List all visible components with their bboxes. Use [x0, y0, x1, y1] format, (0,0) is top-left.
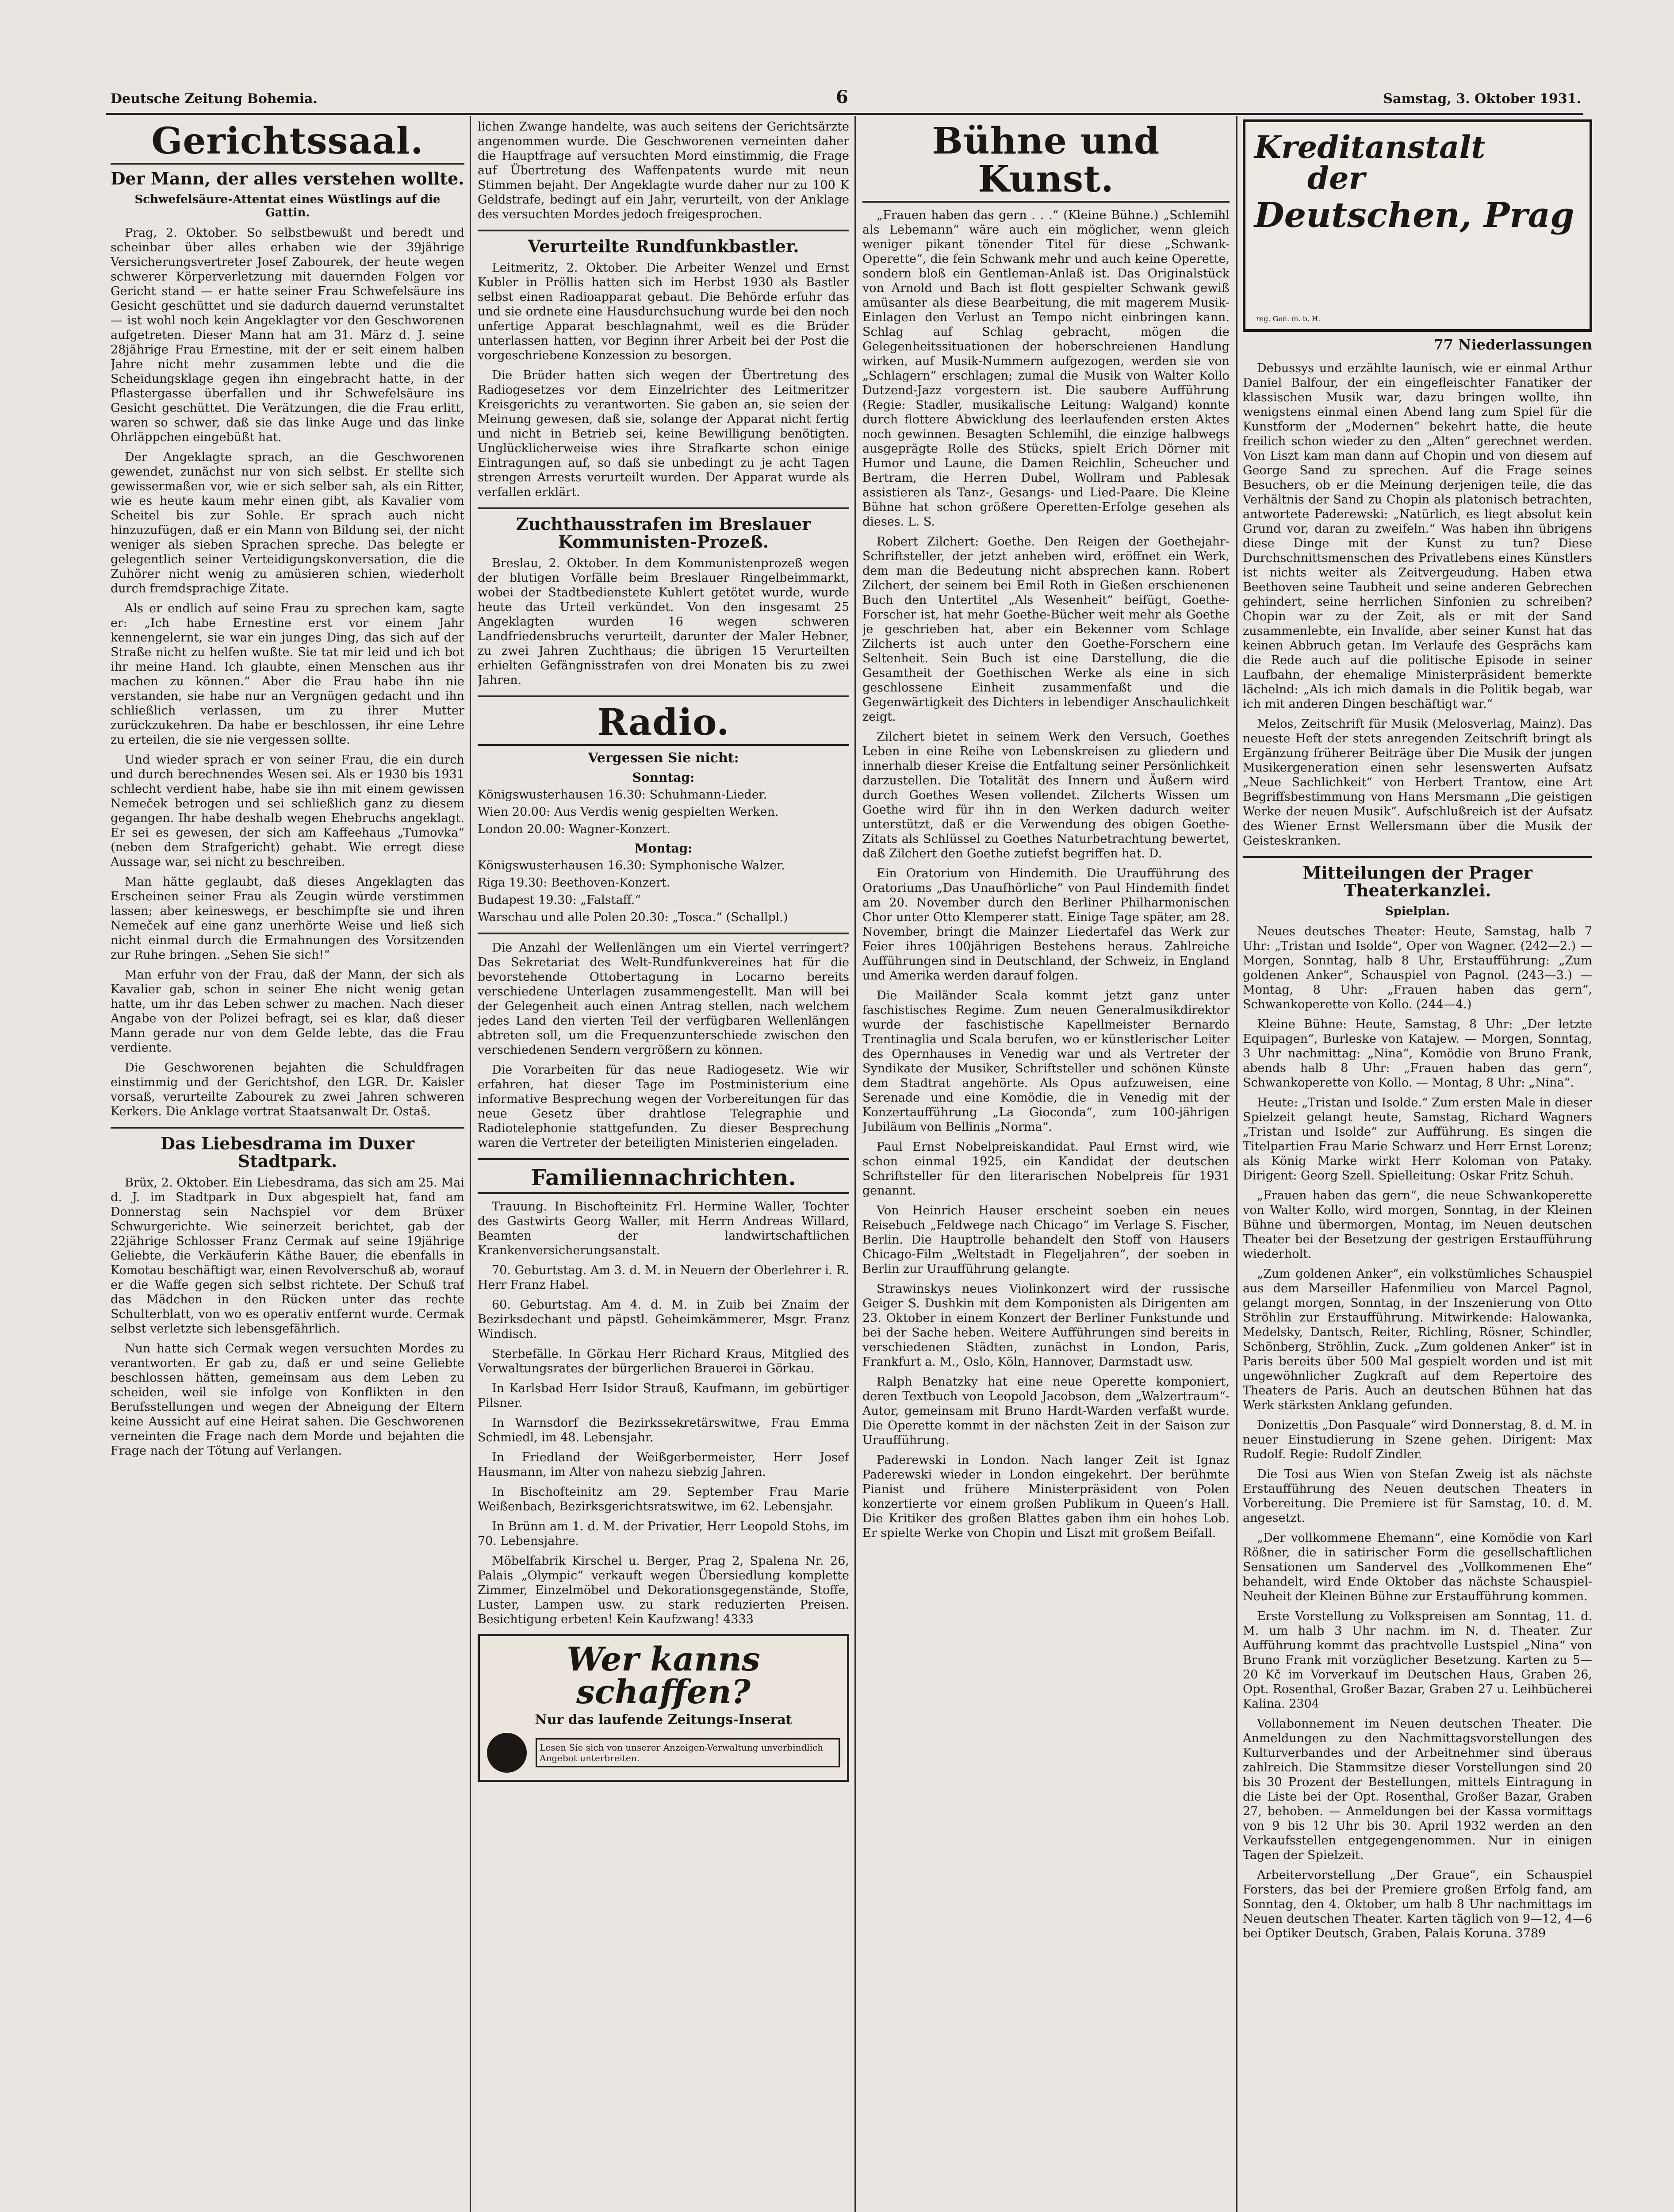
article-paragraph: 60. Geburtstag. Am 4. d. M. in Zuib bei Znaim der Bezirksdechant und päpstl. Geheimkämmerer, Msgr. Franz Windisch. — [478, 1298, 849, 1341]
article-paragraph: „Frauen haben das gern . . .“ (Kleine Bühne.) „Schlemihl als Lebemann“ wäre auch ein möglicher, wenn gleich weniger pikant tönender Titel für diese „Schwank-Operette“, die fein Schwank mehr und auch keine Operette, sondern bloß ein Gentleman-Anlaß ist. Das Originalstück von Arnold und Bach ist flott gespielter Schwank gewiß amüsanter als diese Bearbeitung, die mit magerem Musik-Einlagen den Verlust an Tempo nicht einbringen kann. Schlag auf Schlag gebracht, mögen die Gelegenheitssituationen der hoberschreienen Handlung wirken, auf Musik-Nummern aufgezogen, werden sie von „Schlagern“ erschlagen; zumal die Musik von Walter Kollo Dutzend-Jazz vorgestern ist. Die saubere Aufführung (Regie: Stadler, musikalische Leitung: Walgand) konnte durch flottere Abwicklung des leerlaufenden ersten Aktes noch gewinnen. Besagten Schlemihl, die einzige halbwegs ausgeprägte Rolle des Stücks, spielt Erich Dörner mit Humor und Laune, die Damen Reichlin, Scheucher und Bertram, die Herren Dubel, Wollram und Pablesak assistieren als Tanz-, Gesangs- und Lied-Paare. Die Kleine Bühne hat schon größere Operetten-Erfolge gesehen als dieses. L. S. — [862, 208, 1230, 529]
section-heading-buehne-und-kunst: Bühne und Kunst. — [862, 122, 1230, 203]
article-paragraph: 70. Geburtstag. Am 3. d. M. in Neuern der Oberlehrer i. R. Herr Franz Habel. — [478, 1263, 849, 1292]
article-paragraph: lichen Zwange handelte, was auch seitens der Gerichtsärzte angenommen wurde. Die Geschworenen verneinten daher die Hauptfrage auf versuchten Mord einstimmig, die Frage auf Übertretung des Waffenpatents wurde mit neun Stimmen bejaht. Der Angeklagte wurde daher nur zu 100 K Geldstrafe, bedingt auf ein Jahr, verurteilt, von der Anklage des versuchten Mordes jedoch freigesprochen. — [478, 120, 849, 221]
section-heading-familiennachrichten: Familiennachrichten. — [478, 1166, 849, 1194]
section-divider — [478, 1158, 849, 1160]
article-paragraph: Melos, Zeitschrift für Musik (Melosverlag, Mainz). Das neueste Heft der stets anregenden Zeitschrift bringt als Ergänzung früherer Beiträge über Die Musik der jungen Musikergeneration einen sehr lesenswerten Aufsatz „Neue Sachlichkeit“ von Herbert Trantow, eine Art Begriffsbestimmung von Hans Mersmann „Die geistigen Werke der neuen Musik“. Aufschlußreich ist der Aufsatz des Wiener Ernst Wellersmann über die Musik der Geisteskranken. — [1243, 717, 1592, 848]
article-paragraph: Erste Vorstellung zu Volkspreisen am Sonntag, 11. d. M. um halb 3 Uhr nachm. im N. d. Theater. Zur Aufführung kommt das prachtvolle Lustspiel „Nina“ von Bruno Frank mit vorzüglicher Besetzung. Karten zu 5—20 Kč im Vorverkauf im Deutschen Haus, Graben 26, Opt. Rosenthal, Großer Bazar, Graben 27 u. Leihbücherei Kalina. 2304 — [1243, 1609, 1592, 1711]
radio-listing: Warschau und alle Polen 20.30: „Tosca.“ (Schallpl.) — [478, 910, 788, 925]
running-head — [111, 87, 1581, 113]
article-paragraph: Die Brüder hatten sich wegen der Übertretung des Radiogesetzes vor dem Einzelrichter des Leitmeritzer Kreisgerichts zu verantworten. Sie gaben an, sie seien der Meinung gewesen, daß sie, solange der Apparat nicht fertig und nicht in Betrieb sei, keine Bewilligung benötigten. Unglücklicherweise wies ihre Strafkarte schon einige Eintragungen auf, so daß sie unbedingt zu je acht Tagen strengen Arrests verurteilt wurden. Der Apparat wurde als verfallen erklärt. — [478, 368, 849, 499]
ad-small-text: Lesen Sie sich von unserer Anzeigen-Verwaltung unverbindlich Angebot unterbreiten. — [536, 1738, 840, 1767]
article-subtitle: Schwefelsäure-Attentat eines Wüstlings auf die Gattin. — [134, 192, 441, 219]
article-paragraph: In Warnsdorf die Bezirkssekretärswitwe, Frau Emma Schmiedl, im 48. Lebensjahr. — [478, 1416, 849, 1444]
article-paragraph: Sterbefälle. In Görkau Herr Richard Kraus, Mitglied des Verwaltungsrates der bürgerlichen Brauerei in Görkau. — [478, 1347, 849, 1375]
column-4 — [1243, 119, 1592, 2212]
article-paragraph: Man erfuhr von der Frau, daß der Mann, der sich als Kavalier gab, schon in seiner Ehe nicht wenig getan hatte, um ihr das Leben schwer zu machen. Nach dieser Angabe von der Polizei befragt, sei es klar, daß dieser Mann gerade nur von dem Gelde lebte, das die Frau verdiente. — [111, 968, 464, 1055]
article-title: Der Mann, der alles verstehen wollte. — [111, 169, 464, 189]
article-paragraph: „Der vollkommene Ehemann“, eine Komödie von Karl Rößner, die in satirischer Form die gesellschaftlichen Sensationen um Sandervel des „Vollkommenen Ehe“ behandelt, wird Ende Oktober das nächste Schauspiel-Neuheit der Kleinen Bühne zur Erstaufführung kommen. — [1243, 1531, 1592, 1603]
running-head-paper-name: Deutsche Zeitung Bohemia. — [111, 91, 318, 107]
section-divider — [478, 507, 849, 509]
article-paragraph: Neues deutsches Theater: Heute, Samstag, halb 7 Uhr: „Tristan und Isolde“, Oper von Wagner. (242—2.) — Morgen, Sonntag, halb 8 Uhr, Erstaufführung: „Zum goldenen Anker“, Schauspiel von Pagnol. (243—3.) — Montag, 8 Uhr: „Frauen haben das gern“, Schwankoperette von Kollo. (244—4.) — [1243, 924, 1592, 1011]
running-head-date: Samstag, 3. Oktober 1931. — [1383, 91, 1581, 107]
radio-subheading: Vergessen Sie nicht: — [588, 750, 739, 766]
section-divider — [478, 933, 849, 934]
article-paragraph: Ralph Benatzky hat eine neue Operette komponiert, deren Textbuch von Leopold Jacobson, dem „Walzertraum“-Autor, gemeinsam mit Bruno Hardt-Warden verfaßt wurde. Die Operette kommt in der nächsten Zeit in der Saison zur Uraufführung. — [862, 1375, 1230, 1448]
radio-listing: Wien 20.00: Aus Verdis wenig gespielten Werken. — [478, 805, 779, 819]
article-paragraph: Debussys und erzählte launisch, wie er einmal Arthur Daniel Balfour, der ein eingefleischter Fanatiker der klassischen Musik war, dazu bringen wollte, ihn wenigstens einmal einen Abend lang zum Spiel für die Kunstform der „Modernen“ bekehrt hatte, die heute freilich schon wieder zu den „Alten“ gerechnet werden. Von Liszt kam man dann auf Chopin und von diesem auf George Sand zu sprechen. Auf die Frage seines Besuchers, ob er die Meinung derjenigen teile, die das Verhältnis der Sand zu Chopin als platonisch betrachten, antwortete Paderewski: „Natürlich, es liegt absolut kein Grund vor, daran zu zweifeln.“ Was haben ihn übrigens diese Dinge mit der Kunst zu tun? Diese Durchschnittsmenschen des Privatlebens eines Künstlers ist nichts weiter als Zeitvergeudung. Haben etwa Beethoven seine Taubheit und seine anderen Gebrechen gehindert, seine herrlichen Sinfonien zu schreiben? Chopin war zu der Zeit, als er mit der Sand zusammenlebte, ein Invalide, aber seiner Kunst hat das keinen Abbruch getan. Im Verlaufe des Gesprächs kam die Rede auch auf die politische Episode in seiner Laufbahn, der ehemalige Ministerpräsident bemerkte lächelnd: „Als ich mich damals in die Politik begab, war ich mit anderen Dingen beschäftigt war.“ — [1243, 361, 1592, 711]
article-paragraph: Die Tosi aus Wien von Stefan Zweig ist als nächste Erstaufführung des Neuen deutschen Theaters in Vorbereitung. Die Premiere ist für Samstag, 10. d. M. angesetzt. — [1243, 1467, 1592, 1525]
article-paragraph: Die Mailänder Scala kommt jetzt ganz unter faschistisches Regime. Zum neuen Generalmusikdirektor wurde der faschistische Kapellmeister Bernardo Trentinaglia und Scala berufen, wo er künstlerischer Leiter des Opernhauses in Venedig war und als Vertreter der Syndikate der Musiker, Schriftsteller und schönen Künste dem Stadtrat angehörte. Als Opus aufzuweisen, eine Serenade und eine Komödie, die in Venedig mit der Konzertaufführung „La Gioconda“, zum 100-jährigen Jubiläum von Bellinis „Norma“. — [862, 989, 1230, 1134]
article-paragraph: Die Geschworenen bejahten die Schuldfragen einstimmig und der Gerichtshof, den LGR. Dr. Kaisler vorsaß, verurteilte Zabourek zu zwei Jahren schweren Kerkers. Die Anklage vertrat Staatsanwalt Dr. Ostaš. — [111, 1060, 464, 1118]
section-divider — [1243, 856, 1592, 858]
kredit-legal-form: reg. Gen. m. b. H. — [1256, 315, 1321, 323]
kredit-branches: 77 Niederlassungen — [1433, 336, 1592, 353]
article-paragraph: Vollabonnement im Neuen deutschen Theater. Die Anmeldungen zu den Nachmittagsvorstellungen des Kulturverbandes und der Arbeitnehmer sind überaus zahlreich. Die Stammsitze dieser Vorstellungen sind 20 bis 30 Prozent der Bestellungen, mittels Eintragung in die Liste bei der Opt. Rosenthal, Großer Bazar, Graben 27, behoben. — Anmeldungen bei der Kassa vormittags von 9 bis 12 Uhr bis 30. April 1932 werden an den Verkaufsstellen entgegengenommen. Nur in einigen Tagen der Spielzeit. — [1243, 1717, 1592, 1862]
radio-listing: Königswusterhausen 16.30: Symphonische Walzer. — [478, 859, 785, 873]
page-number: 6 — [836, 87, 848, 108]
article-paragraph: Als er endlich auf seine Frau zu sprechen kam, sagte er: „Ich habe Ernestine erst vor einem Jahr kennengelernt, sie war ein junges Ding, das sich auf der Straße nicht zu helfen wußte. Sie tat mir leid und ich bot ihr meine Hand. Ich glaubte, einen Menschen aus ihr machen zu können.“ Aber die Frau habe ihn nie verstanden, sie habe nur an Vergnügen gedacht und ihn schließlich verlassen, um zu ihrer Mutter zurückzukehren. Da habe er beschlossen, ihr eine Lehre zu erteilen, die sie nie vergessen sollte. — [111, 601, 464, 747]
ad-emblem-icon — [487, 1733, 527, 1773]
article-paragraph: Ein Oratorium von Hindemith. Die Uraufführung des Oratoriums „Das Unaufhörliche“ von Paul Hindemith findet am 20. November durch den Berliner Philharmonischen Chor unter Otto Klemperer statt. Einige Tage später, am 28. November, bringt die Mainzer Liedertafel das Werk zur Feier ihres 100jährigen Bestehens heraus. Zahlreiche Aufführungen sind in Deutschland, der Schweiz, in England und Amerika werden darauf folgen. — [862, 867, 1230, 983]
article-subtitle: Spielplan. — [1385, 904, 1450, 918]
article-paragraph: „Frauen haben das gern“, die neue Schwankoperette von Walter Kollo, wird morgen, Sonntag, in der Kleinen Bühne und übermorgen, Montag, im Neuen deutschen Theater bei der Besetzung der gestrigen Erstaufführung wiederholt. — [1243, 1188, 1592, 1261]
article-paragraph: Nun hatte sich Cermak wegen versuchten Mordes zu verantworten. Er gab zu, daß er und seine Geliebte beschlossen hätten, gemeinsam aus dem Leben zu scheiden, weil sie infolge von Konflikten in den Berufsstellungen und wegen der Abneigung der Eltern keine Aussicht auf eine Heirat sahen. Die Geschworenen verneinten die Frage nach dem Morde und bejahten die Frage nach der Tötung auf Verlangen. — [111, 1341, 464, 1458]
kredit-name-line2: der — [1307, 160, 1365, 196]
article-title: Das Liebesdrama im Duxer Stadtpark. — [160, 1133, 415, 1171]
kredit-name-line3: Deutschen, Prag — [1254, 195, 1574, 235]
kredit-name-line1: Kreditanstalt — [1254, 129, 1486, 165]
article-paragraph: Prag, 2. Oktober. So selbstbewußt und beredt und scheinbar über alles erhaben wie der 39jährige Versicherungsvertreter Josef Zabourek, der heute wegen schwerer Körperverletzung mit dauernden Folgen vor Gericht stand — er hatte seiner Frau Schwefelsäure ins Gesicht geschüttet und sie dadurch dauernd verunstaltet — ist wohl noch kein Angeklagter vor den Geschworenen aufgetreten. Dieser Mann hat am 31. März d. J. seine 28jährige Frau Ernestine, mit der er seit einem halben Jahre nicht mehr zusammen lebte und die die Scheidungsklage gegen ihn eingebracht hatte, in der Pflastergasse überfallen und ihr Schwefelsäure ins Gesicht geschüttet. Die Verätzungen, die die Frau erlitt, waren so schwer, daß sie das linke Auge und das linke Ohrläppchen eingebüßt hat. — [111, 226, 464, 444]
article-paragraph: Die Anzahl der Wellenlängen um ein Viertel verringert? Das Sekretariat des Welt-Rundfunkvereines hat für die bevorstehende Ottobertagung in Locarno bereits verschiedene Unterlagen zusammengestellt. Man will bei der Gelegenheit auch einen Antrag stellen, nach welchem jedes Land den vierten Teil der verfügbaren Wellenlängen abtreten soll, um die Frequenzunterschiede zwischen den verschiedenen Sendern vergrößern zu können. — [478, 941, 849, 1057]
advertisement-box — [478, 1634, 849, 1782]
article-paragraph: Zilchert bietet in seinem Werk den Versuch, Goethes Leben in eine Reihe von Lebenskreisen zu gliedern und innerhalb dieser Kreise die Entfaltung seiner Persönlichkeit darzustellen. Die Totalität des Innern und Äußern wird durch Goethes Wesen vollendet. Zilcherts Wissen um Goethe wird für ihn in den Werken dadurch weiter unterstützt, daß er die Verwendung des obigen Goethe-Zitats als Schlüssel zu Goethes Naturbetrachtung bewertet, daß Zilchert den Goethe zutiefst begriffen hat. D. — [862, 730, 1230, 861]
article-paragraph: In Karlsbad Herr Isidor Strauß, Kaufmann, im gebürtiger Pilsner. — [478, 1381, 849, 1410]
article-title: Zuchthausstrafen im Breslauer Kommunisten-Prozeß. — [516, 514, 811, 552]
article-paragraph: Und wieder sprach er von seiner Frau, die ein durch und durch berechnendes Wesen sei. Als er 1930 bis 1931 schlecht verdient habe, habe sie ihn mit einem gewissen Nemeček betrogen und sei schließlich ganz zu diesem gegangen. Ihr habe deshalb wegen Ehebruchs angeklagt. Er sei es gewesen, der sich am Kaffeehaus „Tumovka“ (neben dem Strafgericht) gehabt. Wie erregt diese Aussage war, sei nicht zu beschreiben. — [111, 753, 464, 869]
classified-ad: Möbelfabrik Kirschel u. Berger, Prag 2, Spalena Nr. 26, Palais „Olympic“ verkauft wegen Übersiedlung komplette Zimmer, Einzelmöbel und Dekorationsgegenstände, Stoffe, Luster, Lampen usw. zu stark reduzierten Preisen. Besichtigung erbeten! Kein Kaufzwang! 4333 — [478, 1554, 849, 1626]
article-paragraph: Paul Ernst Nobelpreiskandidat. Paul Ernst wird, wie schon einmal 1925, ein Kandidat der deutschen Schriftsteller für den literarischen Nobelpreis für 1931 genannt. — [862, 1140, 1230, 1198]
article-title: Verurteilte Rundfunkbastler. — [528, 236, 799, 256]
article-paragraph: Robert Zilchert: Goethe. Den Reigen der Goethejahr-Schriftsteller, der jetzt anheben wird, eröffnet ein Werk, dem man die Bedeutung nicht absprechen kann. Robert Zilchert, der seinem bei Emil Roth in Gießen erschienenen Buch den Untertitel „Als Wesenheit“ beifügt, Goethe-Forscher ist, hat mehr Goethe-Bücher weit mehr als Goethe je geschrieben hat, aber ein Bekenner vom Schlage Zilcherts ist auch unter den Goethe-Forschern eine Seltenheit. Sein Buch ist eine Darstellung, die die Gesamtheit der Goethischen Werke als eine in sich geschlossene Einheit zusammenfaßt und die Gegenwärtigkeit des Dichters in lebendiger Anschaulichkeit zeigt. — [862, 535, 1230, 724]
article-paragraph: Brüx, 2. Oktober. Ein Liebesdrama, das sich am 25. Mai d. J. im Stadtpark in Dux abgespielt hat, fand am Donnerstag sein Nachspiel vor dem Brüxer Schwurgerichte. Wie seinerzeit berichtet, gab der 22jährige Schlosser Franz Cermak auf seine 19jährige Geliebte, die Verkäuferin Käthe Bauer, die ebenfalls in Komotau beschäftigt war, einen Revolverschuß ab, worauf er die Waffe gegen sich selbst richtete. Der Schuß traf das Mädchen in den Rücken unter das rechte Schulterblatt, von wo es operativ entfernt wurde. Cermak selbst verletzte sich lebensgefährlich. — [111, 1175, 464, 1336]
column-2 — [478, 119, 849, 2212]
section-divider — [478, 230, 849, 231]
section-heading-radio: Radio. — [478, 703, 849, 746]
article-paragraph: Kleine Bühne: Heute, Samstag, 8 Uhr: „Der letzte Equipagen“, Burleske von Katajew. — Morgen, Sonntag, 3 Uhr nachmittag: „Nina“, Komödie von Bruno Frank, abends halb 8 Uhr: „Frauen haben das gern“, Schwankoperette von Kollo. — Montag, 8 Uhr: „Nina“. — [1243, 1017, 1592, 1090]
article-paragraph: Heute: „Tristan und Isolde.“ Zum ersten Male in dieser Spielzeit gelangt heute, Samstag, Richard Wagners „Tristan und Isolde“ zur Aufführung. Es singen die Titelpartien Frau Marie Schwarz und Herr Ernst Lorenz; als König Marke wirkt Herr Koloman von Pataky. Dirigent: Georg Szell. Spielleitung: Oskar Fritz Schuh. — [1243, 1095, 1592, 1183]
article-paragraph: Arbeitervorstellung „Der Graue“, ein Schauspiel Forsters, das bei der Premiere großen Erfolg fand, am Sonntag, den 4. Oktober, um halb 8 Uhr nachmittags im Neuen deutschen Theater. Karten täglich von 9—12, 4—6 bei Optiker Deutsch, Graben, Palais Koruna. 3789 — [1243, 1868, 1592, 1940]
article-paragraph: In Friedland der Weißgerbermeister, Herr Josef Hausmann, im Alter von nahezu siebzig Jahren. — [478, 1450, 849, 1479]
section-heading-gerichtssaal: Gerichtssaal. — [111, 122, 464, 165]
article-paragraph: Von Heinrich Hauser erscheint soeben ein neues Reisebuch „Feldwege nach Chicago“ im Verlage S. Fischer, Berlin. Die Hauptrolle behandelt den Stoff von Hausers Chicago-Film „Weltstadt in Flegeljahren“, der soeben in Berlin zur Uraufführung gelangte. — [862, 1204, 1230, 1276]
kreditanstalt-advertisement — [1243, 119, 1592, 332]
article-paragraph: „Zum goldenen Anker“, ein volkstümliches Schauspiel aus dem Marseiller Hafenmilieu von Marcel Pagnol, gelangt morgen, Sonntag, in der Inszenierung von Otto Ströhlin zur Erstaufführung. Mitwirkende: Halowanka, Medelsky, Dantsch, Reiter, Richling, Rösner, Schindler, Schönberg, Ströhlin, Zuck. „Zum goldenen Anker“ ist in Paris bereits über 500 Mal gespielt worden und ist mit ungewöhnlicher Zugkraft auf dem Repertoire des Theaters de Paris. Auch an deutschen Bühnen hat das Werk stärksten Anklang gefunden. — [1243, 1267, 1592, 1412]
article-title: Mitteilungen der Prager Theaterkanzlei. — [1302, 863, 1532, 900]
radio-listing: London 20.00: Wagner-Konzert. — [478, 822, 670, 837]
column-rule — [1236, 116, 1237, 2212]
article-paragraph: Man hätte geglaubt, daß dieses Angeklagten das Erscheinen seiner Frau als Zeugin würde verstimmen lassen; aber keineswegs, er beschimpfte sie und ihren Nemeček auf eine ganz unerhörte Weise und ließ sich nicht einmal durch die Ermahnungen des Vorsitzenden zur Ruhe bringen. „Sehen Sie sich!“ — [111, 875, 464, 962]
radio-day-label: Sonntag: — [632, 770, 695, 785]
article-paragraph: Die Vorarbeiten für das neue Radiogesetz. Wie wir erfahren, hat dieser Tage im Postministerium eine informative Besprechung wegen der Vorbereitungen für das neue Gesetz über drahtlose Telegraphie und Radiotelephonie stattgefunden. Zu dieser Besprechung waren die Vertreter der beteiligten Ministerien eingeladen. — [478, 1063, 849, 1150]
section-divider — [111, 1127, 464, 1129]
column-rule — [470, 116, 471, 2212]
section-divider — [478, 695, 849, 697]
ad-subline: Nur das laufende Zeitungs-Inserat — [535, 1712, 792, 1728]
article-paragraph: In Brünn am 1. d. M. der Privatier, Herr Leopold Stohs, im 70. Lebensjahre. — [478, 1519, 849, 1548]
ad-headline: Wer kanns schaffen? — [567, 1640, 760, 1711]
radio-listing: Riga 19.30: Beethoven-Konzert. — [478, 876, 670, 890]
article-paragraph: Der Angeklagte sprach, an die Geschworenen gewendet, zunächst nur von sich selbst. Er stellte sich gewissermaßen vor, wie er sich selber sah, als ein Ritter, wie es heute kaum mehr einen gibt, als Kavalier vom Scheitel bis zur Sohle. Er sprach auch nicht hinzuzufügen, daß er ein Mann von Bildung sei, der nicht weniger als sieben Sprachen spreche. Das belegte er gelegentlich seiner Verteidigungskonversation, die die Zuhörer nicht wenig zu amüsieren schien, wiederholt durch fremdsprachige Zitate. — [111, 450, 464, 595]
article-paragraph: Strawinskys neues Violinkonzert wird der russische Geiger S. Dushkin mit dem Komponisten als Dirigenten am 23. Oktober in einem Konzert der Berliner Funkstunde und bei der Sache heben. Weitere Aufführungen sind bereits in verschiedenen Städten, zunächst in London, Paris, Frankfurt a. M., Oslo, Köln, Hannover, Darmstadt usw. — [862, 1282, 1230, 1369]
article-paragraph: Leitmeritz, 2. Oktober. Die Arbeiter Wenzel und Ernst Kubler in Pröllis hatten sich im Herbst 1930 als Bastler selbst einen Radioapparat gebaut. Die Behörde erfuhr das und sie ordnete eine Hausdurchsuchung wurde bei den noch unfertige Apparat beschlagnahmt, weil es die Brüder unterlassen hatten, vor Beginn ihrer Arbeit bei der Post die vorgeschriebene Konzession zu besorgen. — [478, 261, 849, 362]
radio-listing: Königswusterhausen 16.30: Schuhmann-Lieder. — [478, 788, 767, 802]
article-paragraph: Trauung. In Bischofteinitz Frl. Hermine Waller, Tochter des Gastwirts Georg Waller, mit Herrn Andreas Willard, Beamten der landwirtschaftlichen Krankenversicherungsanstalt. — [478, 1199, 849, 1257]
column-1 — [111, 119, 464, 2212]
column-3 — [862, 119, 1230, 2212]
article-paragraph: Donizettis „Don Pasquale“ wird Donnerstag, 8. d. M. in neuer Einstudierung in Szene gehen. Dirigent: Max Rudolf. Regie: Rudolf Zindler. — [1243, 1418, 1592, 1461]
top-rule — [106, 113, 1583, 115]
column-rule — [854, 116, 856, 2212]
radio-day-label: Montag: — [634, 841, 693, 856]
article-paragraph: Breslau, 2. Oktober. In dem Kommunistenprozeß wegen der blutigen Vorfälle beim Breslauer Ringelbeimmarkt, wobei der Stadtbedienstete Kuhlert getötet wurde, wurde heute das Urteil verkündet. Von den insgesamt 25 Angeklagten wurden 16 wegen schweren Landfriedensbruchs verurteilt, darunter der Maler Hebner, zu zwei Jahren Zuchthaus; die übrigen 15 Verurteilten erhielten Gefängnisstrafen von drei Monaten bis zu zwei Jahren. — [478, 556, 849, 687]
article-paragraph: Paderewski in London. Nach langer Zeit ist Ignaz Paderewski wieder in London eingekehrt. Der berühmte Pianist und frühere Ministerpräsident von Polen konzertierte vor einem großen Publikum in Queen’s Hall. Die Kritiker des großen Blattes gaben ihm ein hohes Lob. Er spielte Werke von Chopin und Liszt mit großem Beifall. — [862, 1453, 1230, 1540]
radio-listing: Budapest 19.30: „Falstaff.“ — [478, 893, 641, 907]
article-paragraph: In Bischofteinitz am 29. September Frau Marie Weißenbach, Bezirksgerichtsratswitwe, im 62. Lebensjahr. — [478, 1485, 849, 1513]
